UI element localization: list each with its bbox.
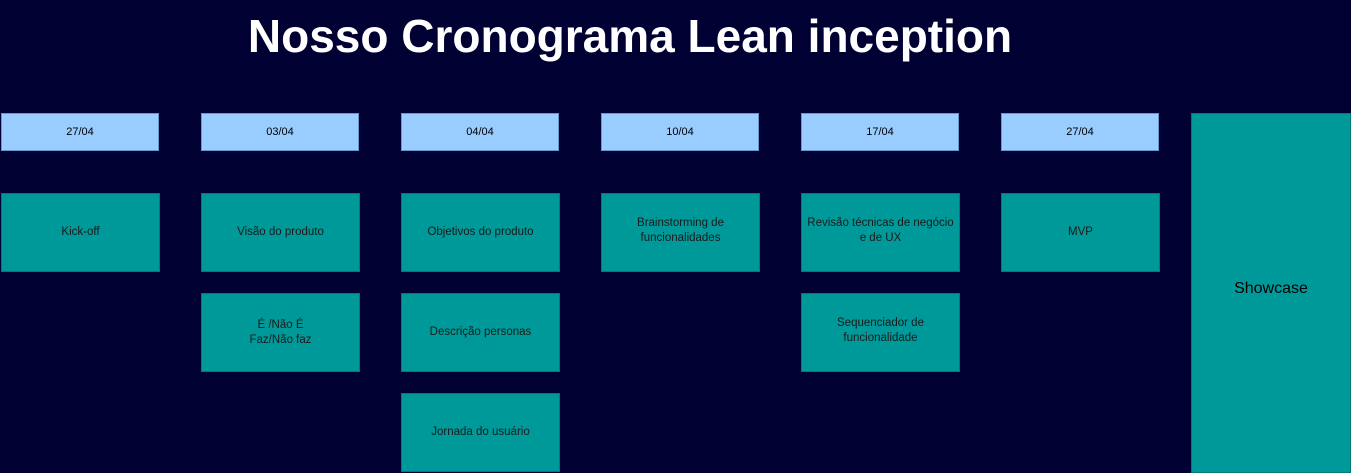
task-mvp: MVP <box>1001 193 1160 272</box>
date-box-col-2: 03/04 <box>201 113 359 151</box>
task-e-nao-e: É /Não É Faz/Não faz <box>201 293 360 372</box>
task-kick-off: Kick-off <box>1 193 160 272</box>
task-brainstorming: Brainstorming de funcionalidades <box>601 193 760 272</box>
date-box-col-4: 10/04 <box>601 113 759 151</box>
task-objetivos-do-produto: Objetivos do produto <box>401 193 560 272</box>
date-box-col-3: 04/04 <box>401 113 559 151</box>
date-box-col-6: 27/04 <box>1001 113 1159 151</box>
date-box-col-1: 27/04 <box>1 113 159 151</box>
page-title: Nosso Cronograma Lean inception <box>247 10 1013 62</box>
task-jornada-do-usuario: Jornada do usuário <box>401 393 560 472</box>
task-revisao-tecnicas: Revisão técnicas de negócio e de UX <box>801 193 960 272</box>
date-box-col-5: 17/04 <box>801 113 959 151</box>
showcase-box: Showcase <box>1191 113 1351 473</box>
task-descricao-personas: Descrição personas <box>401 293 560 372</box>
task-sequenciador: Sequenciador de funcionalidade <box>801 293 960 372</box>
task-visao-do-produto: Visão do produto <box>201 193 360 272</box>
